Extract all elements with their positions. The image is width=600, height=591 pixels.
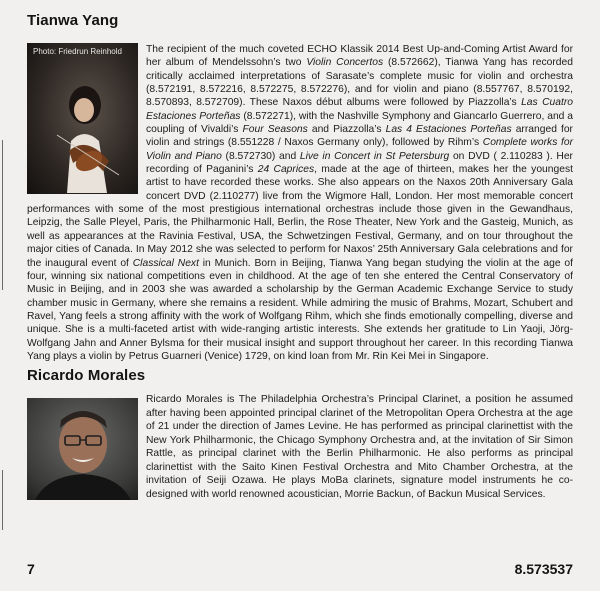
page-number: 7 [27,561,35,577]
ricardo-morales-photo [27,398,138,500]
bio-segment: (8.572662), Tianwa Yang has recorded critically acclaimed interpretations of Sarasate’s complete music for violin and orchestra (8.572191, 8.572216, 8.572275, 8.572276), and for violin and piano (8.557767, 8.570192, 8.570893, 8.572709). These Naxos début albums were followed by Piazzolla’s [146,57,573,109]
bio-title: Violin Concertos [306,57,384,69]
bio-segment: (8.572730) and [221,150,300,162]
photo-credit: Photo: Friedrun Reinhold [33,47,122,56]
bio-title: Four Seasons [242,124,308,136]
clarinettist-portrait-image [27,398,138,500]
bio-title: Complete works for Violin and Piano [146,137,573,162]
artist-heading-ricardo-morales: Ricardo Morales [27,367,146,384]
bio-segment: Ricardo Morales is The Philadelphia Orchestra’s Principal Clarinet, a position he assumed after having been appointed principal clarinet of the Metropolitan Opera Orchestra at the age of 21 under the direction of James Levine. He has performed as principal clarinettist with the New York Philharmonic, the Chicago Symphony Orchestra and, at the invitation of Sir Simon Rattle, as principal clarinet with the Berlin Philharmonic. He also performs as principal clarinettist with the Saito Kinen Festival Orchestra and Mito Chamber Orchestra, at the invitation of Seiji Ozawa. He plays MoBa clarinets, signature model instruments he co-designed with world renowned acoustician, Morrie Backun, of Backun Musical Services. [146,394,573,500]
bio-segment: (8.572271), with the Nashville Symphony and Giancarlo Guerrero, and a coupling of Vivaldi’s [146,110,573,136]
bio-segment: The recipient of the much coveted ECHO Klassik 2014 Best Up-and-Coming Artist Award for her album of Mendelssohn’s two [146,44,573,69]
bio-segment: on DVD ( 2.110283 ). Her recording of Paganini’s [146,150,573,176]
bio-segment: in Munich. Born in Beijing, Tianwa Yang began studying the violin at the age of four, winning six national competitions even in childhood. At the age of ten she entered the Central Conservatory of Music in Beijing, and in 2003 she was awarded a scholarship by the German Academic Exchange Service to study chamber music in Germany, where she remains a resident. While admiring the music of Brahms, Mozart, Schubert and Ravel, Yang feels a strong affinity with the work of Wolfgang Rihm, which she finds emotionally compelling, diverse and unique. She is a multi-faceted artist with wide-ranging artistic interests. She extends her gratitude to Lin Yaoji, Jörg-Wolfgang Jahn and Anner Bylsma for their musical insight and support throughout her career. In this recording Tianwa Yang plays a violin by Petrus Guarneri (Venice) 1729, on kind loan from Mr. Rin Kei Mei in Singapore. [27,257,574,362]
bio-segment: and Piazzolla’s [307,124,386,136]
binding-shadow [2,470,3,530]
binding-shadow [2,140,3,290]
bio-segment: arranged for violin and strings (8.551228 / Naxos Germany only), followed by Rihm’s [146,124,573,149]
bio-title: 24 Caprices [257,164,315,176]
bio-title: Live in Concert in St Petersburg [299,150,450,162]
bio-title: Las Cuatro Estaciones Porteñas [146,97,573,122]
tianwa-yang-biography [27,43,573,363]
catalogue-number: 8.573537 [514,561,573,577]
bio-title: Classical Next [132,257,199,269]
ricardo-morales-biography [146,393,573,501]
photo-float-spacer [27,43,138,196]
artist-heading-tianwa-yang: Tianwa Yang [27,12,119,29]
bio-segment: , made at the age of thirteen, makes her the youngest artist to have recorded these works. She also appears on the Naxos 20th Anniversary Gala concert DVD (2.110277) live from the Wigmore Hall, London. Her most memorable concert performances with some of the most prestigious international orchestras include those given in the Gewandhaus, Leipzig, the Salle Pleyel, Paris, the Philharmonic Hall, Berlin, the Rose Theater, New York and the Gasteig, Munich, as well as appearances at the Ravinia Festival, USA, the Schwetzingen Festival, Germany, and on tour throughout the major cities of Canada. In May 2012 she was selected to perform for Naxos’ 25th Anniversary Gala celebrations and for the inaugural event of [27,164,573,269]
bio-title: Las 4 Estaciones Porteñas [385,124,512,136]
